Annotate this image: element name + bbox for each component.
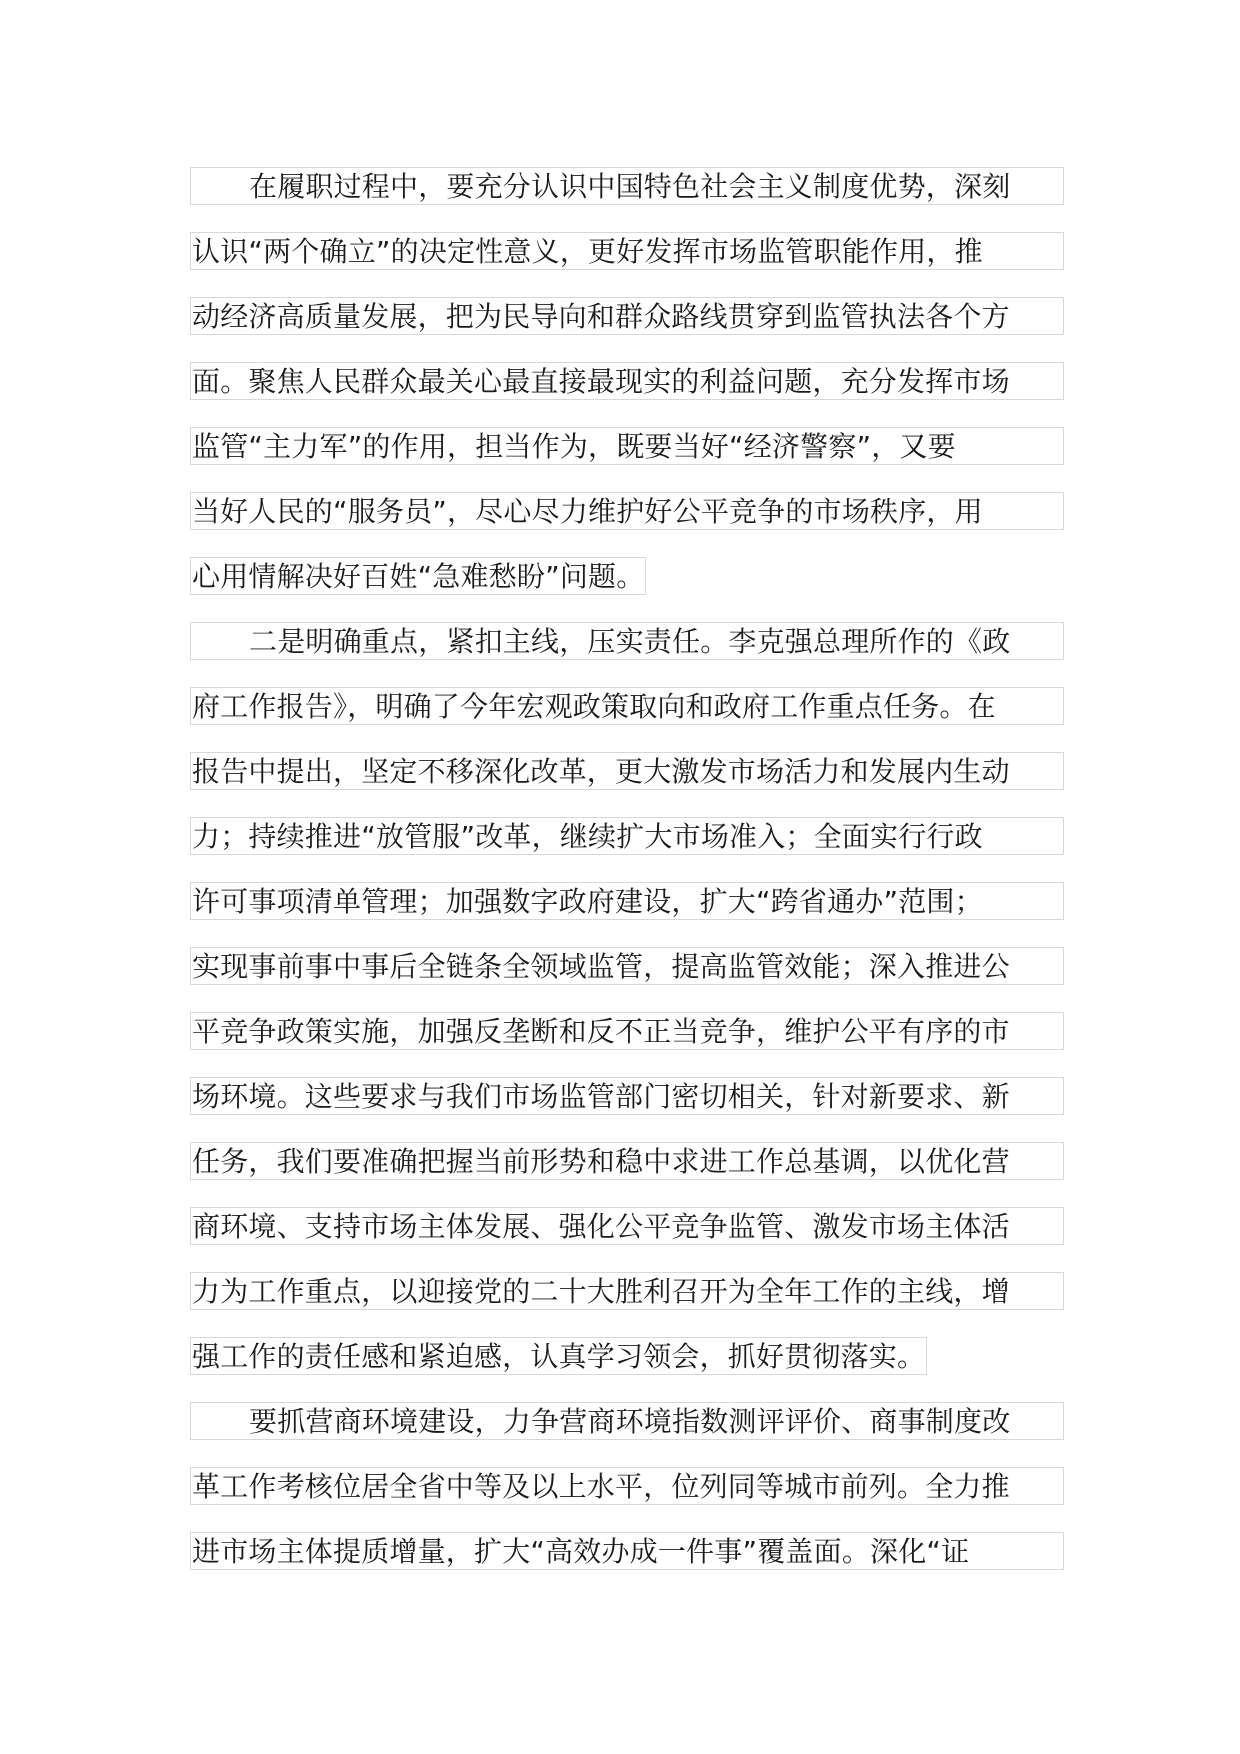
paragraph-line: 商环境、支持市场主体发展、强化公平竞争监管、激发市场主体活: [190, 1207, 1064, 1245]
text-line: [190, 1467, 1064, 1532]
text-line: [190, 1142, 1064, 1207]
text-line: [190, 1532, 1064, 1597]
paragraph-line: 在履职过程中，要充分认识中国特色社会主义制度优势，深刻: [190, 167, 1064, 205]
text-line: [190, 1207, 1064, 1272]
paragraph-line: 当好人民的“服务员”，尽心尽力维护好公平竞争的市场秩序，用: [190, 492, 1064, 530]
paragraph-line: 动经济高质量发展，把为民导向和群众路线贯穿到监管执法各个方: [190, 297, 1064, 335]
paragraph-line: 任务，我们要准确把握当前形势和稳中求进工作总基调，以优化营: [190, 1142, 1064, 1180]
text-line: [190, 947, 1064, 1012]
text-line: [190, 232, 1064, 297]
text-line: [190, 297, 1064, 362]
paragraph-line: 认识“两个确立”的决定性意义，更好发挥市场监管职能作用，推: [190, 232, 1064, 270]
paragraph-line: 力；持续推进“放管服”改革，继续扩大市场准入；全面实行行政: [190, 817, 1064, 855]
text-line: [190, 492, 1064, 557]
paragraph-line: 实现事前事中事后全链条全领域监管，提高监管效能；深入推进公: [190, 947, 1064, 985]
paragraph-line: 报告中提出，坚定不移深化改革，更大激发市场活力和发展内生动: [190, 752, 1064, 790]
text-line: [190, 362, 1064, 427]
text-line: [190, 622, 1064, 687]
paragraph-line: 要抓营商环境建设，力争营商环境指数测评评价、商事制度改: [190, 1402, 1064, 1440]
body-text: [190, 167, 1064, 1597]
text-line: [190, 167, 1064, 232]
text-line: [190, 557, 1064, 622]
text-line: [190, 752, 1064, 817]
text-line: [190, 1337, 1064, 1402]
text-line: [190, 1402, 1064, 1467]
text-line: [190, 1012, 1064, 1077]
paragraph-line: 许可事项清单管理；加强数字政府建设，扩大“跨省通办”范围；: [190, 882, 1064, 920]
text-line: [190, 882, 1064, 947]
text-line: [190, 1272, 1064, 1337]
paragraph-line: 强工作的责任感和紧迫感，认真学习领会，抓好贯彻落实。: [190, 1337, 927, 1375]
paragraph-line: 平竞争政策实施，加强反垄断和反不正当竞争，维护公平有序的市: [190, 1012, 1064, 1050]
paragraph-line: 面。聚焦人民群众最关心最直接最现实的利益问题，充分发挥市场: [190, 362, 1064, 400]
paragraph-line: 革工作考核位居全省中等及以上水平，位列同等城市前列。全力推: [190, 1467, 1064, 1505]
paragraph-line: 二是明确重点，紧扣主线，压实责任。李克强总理所作的《政: [190, 622, 1064, 660]
paragraph-line: 心用情解决好百姓“急难愁盼”问题。: [190, 557, 646, 595]
text-line: [190, 1077, 1064, 1142]
text-line: [190, 687, 1064, 752]
paragraph-line: 场环境。这些要求与我们市场监管部门密切相关，针对新要求、新: [190, 1077, 1064, 1115]
paragraph-line: 力为工作重点，以迎接党的二十大胜利召开为全年工作的主线，增: [190, 1272, 1064, 1310]
paragraph-line: 进市场主体提质增量，扩大“高效办成一件事”覆盖面。深化“证: [190, 1532, 1064, 1570]
paragraph-line: 府工作报告》，明确了今年宏观政策取向和政府工作重点任务。在: [190, 687, 1064, 725]
paragraph-line: 监管“主力军”的作用，担当作为，既要当好“经济警察”，又要: [190, 427, 1064, 465]
text-line: [190, 817, 1064, 882]
text-line: [190, 427, 1064, 492]
